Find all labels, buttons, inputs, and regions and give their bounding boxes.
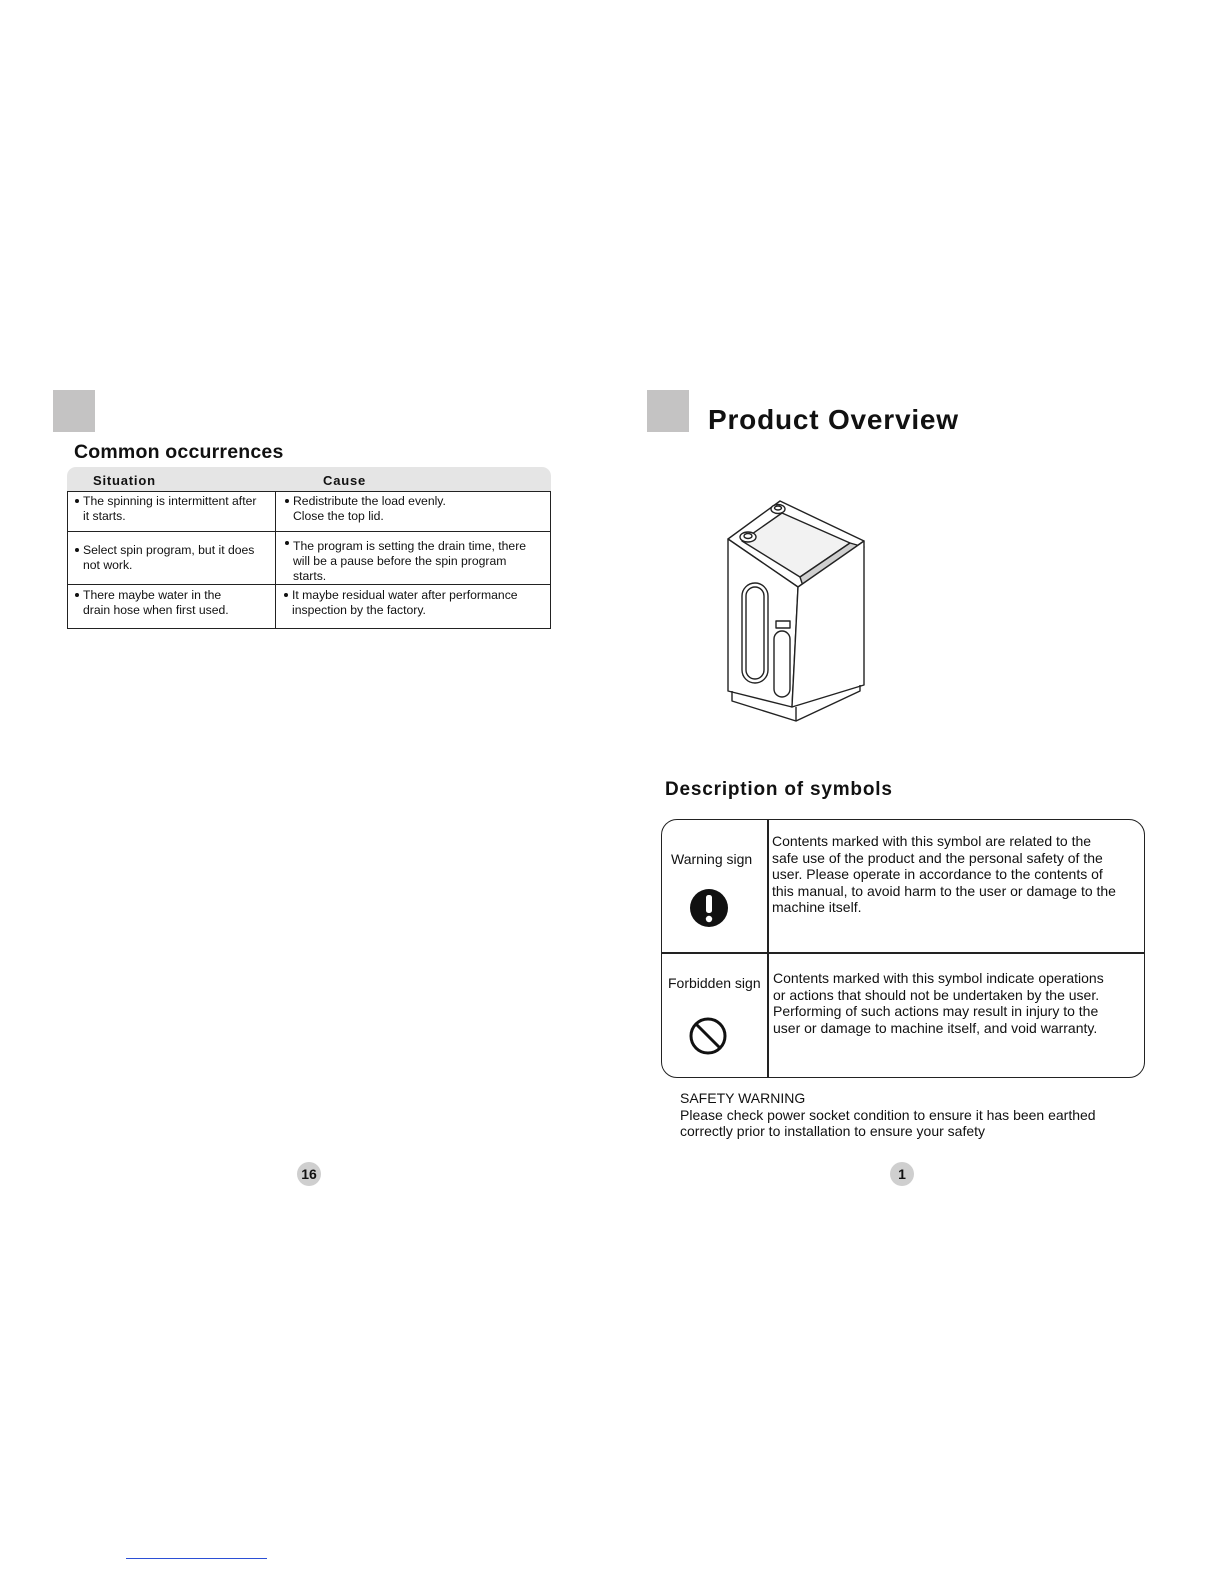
symbols-table	[661, 819, 1145, 1078]
exclamation-icon	[689, 888, 729, 928]
washing-machine-image	[722, 495, 872, 730]
safety-warning-line: Please check power socket condition to ensure it has been earthed	[680, 1106, 1096, 1123]
bullet-icon	[285, 541, 289, 545]
row-divider	[68, 531, 550, 532]
column-divider	[767, 820, 769, 1077]
table-header	[67, 467, 551, 491]
page-number-badge: 1	[890, 1162, 914, 1186]
header-cause: Cause	[323, 473, 367, 488]
column-divider	[275, 492, 276, 628]
bullet-icon	[75, 593, 79, 597]
section-title: Common occurrences	[74, 441, 284, 463]
bullet-icon	[284, 593, 288, 597]
section-marker-square	[647, 390, 689, 432]
warning-sign-label: Warning sign	[671, 851, 753, 867]
safety-warning-line: correctly prior to installation to ensure your safety	[680, 1123, 986, 1139]
forbidden-sign-description: Contents marked with this symbol indicate operations or actions that should not be undertaken by the user. Performing of such actions may result in injury to the user or damage to machine itself, and void warranty.	[773, 970, 1104, 1036]
table-row-1-situation: The spinning is intermittent after it starts.	[83, 494, 256, 524]
link-underline	[126, 1558, 267, 1559]
prohibited-icon	[688, 1016, 728, 1056]
header-situation: Situation	[93, 473, 156, 488]
common-occurrences-table	[67, 467, 551, 628]
row-divider	[662, 952, 1144, 954]
bullet-icon	[75, 548, 79, 552]
symbols-section-title: Description of symbols	[665, 779, 893, 800]
safety-warning	[680, 1090, 1096, 1140]
table-row-2-cause: The program is setting the drain time, there will be a pause before the spin program starts.	[293, 539, 526, 584]
table-row-2-situation: Select spin program, but it does not work.	[83, 543, 254, 573]
page-number-badge: 16	[297, 1162, 321, 1186]
table-row-1-cause: Redistribute the load evenly. Close the top lid.	[293, 494, 446, 524]
section-marker-square	[53, 390, 95, 432]
page-title: Product Overview	[708, 404, 959, 435]
bullet-icon	[285, 499, 289, 503]
table-row-3-situation: There maybe water in the drain hose when first used.	[83, 588, 229, 618]
table-row-3-cause: It maybe residual water after performance inspection by the factory.	[292, 588, 518, 618]
bullet-icon	[75, 499, 79, 503]
table-body	[67, 491, 551, 629]
safety-warning-heading: SAFETY WARNING	[680, 1090, 806, 1106]
row-divider	[68, 584, 550, 585]
warning-sign-description: Contents marked with this symbol are related to the safe use of the product and the personal safety of the user. Please operate in accordance to the contents of this manual, to avoid harm to the user or damage to the machine itself.	[772, 833, 1116, 915]
forbidden-sign-label: Forbidden sign	[668, 975, 761, 991]
